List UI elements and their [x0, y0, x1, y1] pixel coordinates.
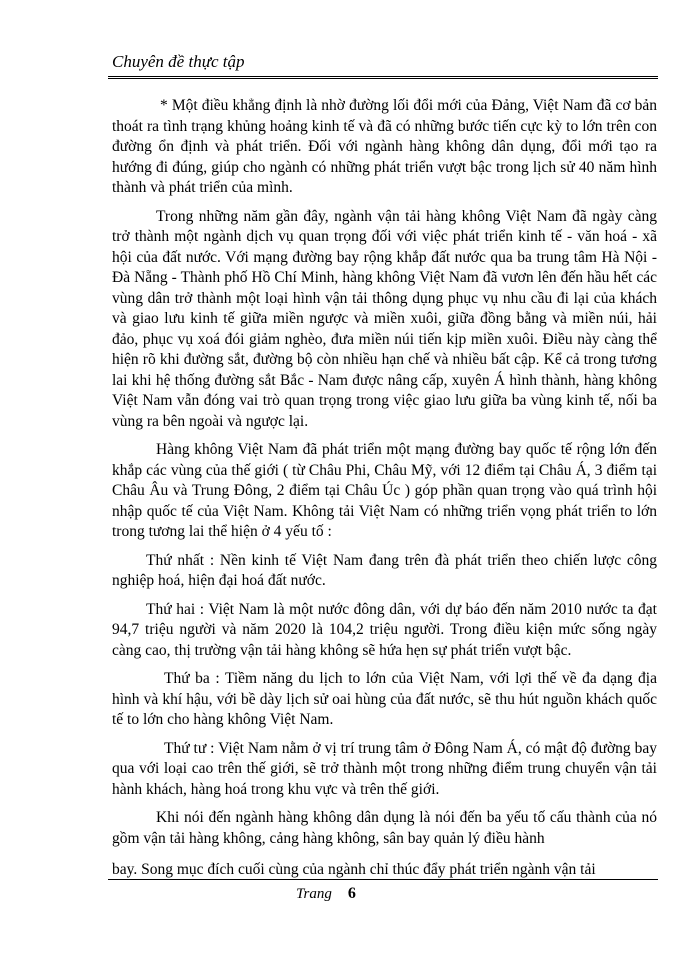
paragraph: * Một điều khẳng định là nhờ đường lối đổi mới của Đảng, Việt Nam đã cơ bản thoát ra tình trạng khủng hoảng kinh tế và đã có những bước tiến cực kỳ to lớn trên con đường ổn định và phát triển. Đối với ngành hàng không dân dụng, đổi mới tạo ra hướng đi đúng, giúp cho ngành có những phát triển vượt bậc trong lịch sử 40 năm hình thành và phát triển của mình. — [112, 97, 657, 196]
paragraph: Khi nói đến ngành hàng không dân dụng là nói đến ba yếu tố cấu thành của nó gồm vận tải hàng không, cảng hàng không, sân bay quản lý điều hành — [112, 809, 657, 847]
paragraph: Hàng không Việt Nam đã phát triển một mạng đường bay quốc tế rộng lớn đến khắp các vùng của thế giới ( từ Châu Phi, Châu Mỹ, với 12 điểm tại Châu Á, 3 điểm tại Châu Âu và Trung Đông, 2 điểm tại Châu Úc ) góp phần quan trọng vào quá trình hội nhập quốc tế của Việt Nam. Không tải Việt Nam có những triển vọng phát triển to lớn trong tương lai thể hiện ở 4 yếu tố : — [112, 441, 657, 540]
paragraph: Trong những năm gần đây, ngành vận tải hàng không Việt Nam đã ngày càng trở thành một ngành dịch vụ quan trọng đối với việc phát triển kinh tế - văn hoá - xã hội của đất nước. Với mạng đường bay rộng khắp đất nước qua ba trung tâm Hà Nội - Đà Nẵng - Thành phố Hồ Chí Minh, hàng không Việt Nam đã vươn lên đến hầu hết các vùng dân trở thành một loại hình vận tải thông dụng phục vụ nhu cầu đi lại của khách và giao lưu kinh tế giữa miền ngược và miền xuôi, giữa đồng bằng và miền núi, hải đảo, phục vụ xoá đói giảm nghèo, đưa miền núi tiến kịp miền xuôi. Điều này càng thể hiện rõ khi đường sắt, đường bộ còn nhiều hạn chế và nhiều bất cập. Kể cả trong tương lai khi hệ thống đường sắt Bắc - Nam được nâng cấp, xuyên Á hình thành, hàng không Việt Nam vẫn đóng vai trò quan trọng trong việc giao lưu giữa ba vùng kinh tế, nối ba vùng ra bên ngoài và ngược lại. — [112, 207, 657, 430]
header-rule — [108, 76, 658, 79]
paragraph: Thứ ba : Tiềm năng du lịch to lớn của Việt Nam, với lợi thế về đa dạng địa hình và khí hậu, với bề dày lịch sử oai hùng của đất nước, sẽ thu hút nguồn khách quốc tế to lớn cho hàng không Việt Nam. — [112, 670, 657, 728]
page-number: 6 — [347, 885, 356, 902]
paragraph: Thứ hai : Việt Nam là một nước đông dân, với dự báo đến năm 2010 nước ta đạt 94,7 triệu người và năm 2020 là 104,2 triệu người. Trong điều kiện mức sống ngày càng cao, thị trường vận tải hàng không sẽ hứa hẹn sự phát triển vượt bậc. — [112, 600, 657, 659]
page-footer — [296, 885, 356, 903]
paragraph: Thứ nhất : Nền kinh tế Việt Nam đang trên đà phát triển theo chiến lược công nghiệp hoá, hiện đại hoá đất nước. — [112, 551, 657, 589]
paragraph: Thứ tư : Việt Nam nằm ở vị trí trung tâm ở Đông Nam Á, có mật độ đường bay qua với loại cao trên thế giới, sẽ trở thành một trong những điểm trung chuyển vận tải hành khách, hàng hoá trong khu vực và trên thế giới. — [112, 739, 657, 798]
cut-off-line: bay. Song mục đích cuối cùng của ngành chỉ thúc đẩy phát triển ngành vận tải — [112, 861, 596, 878]
page-body — [112, 96, 657, 857]
footer-label: Trang — [296, 886, 332, 902]
header-title: Chuyên đề thực tập — [112, 52, 245, 71]
footer-rule — [108, 879, 658, 880]
